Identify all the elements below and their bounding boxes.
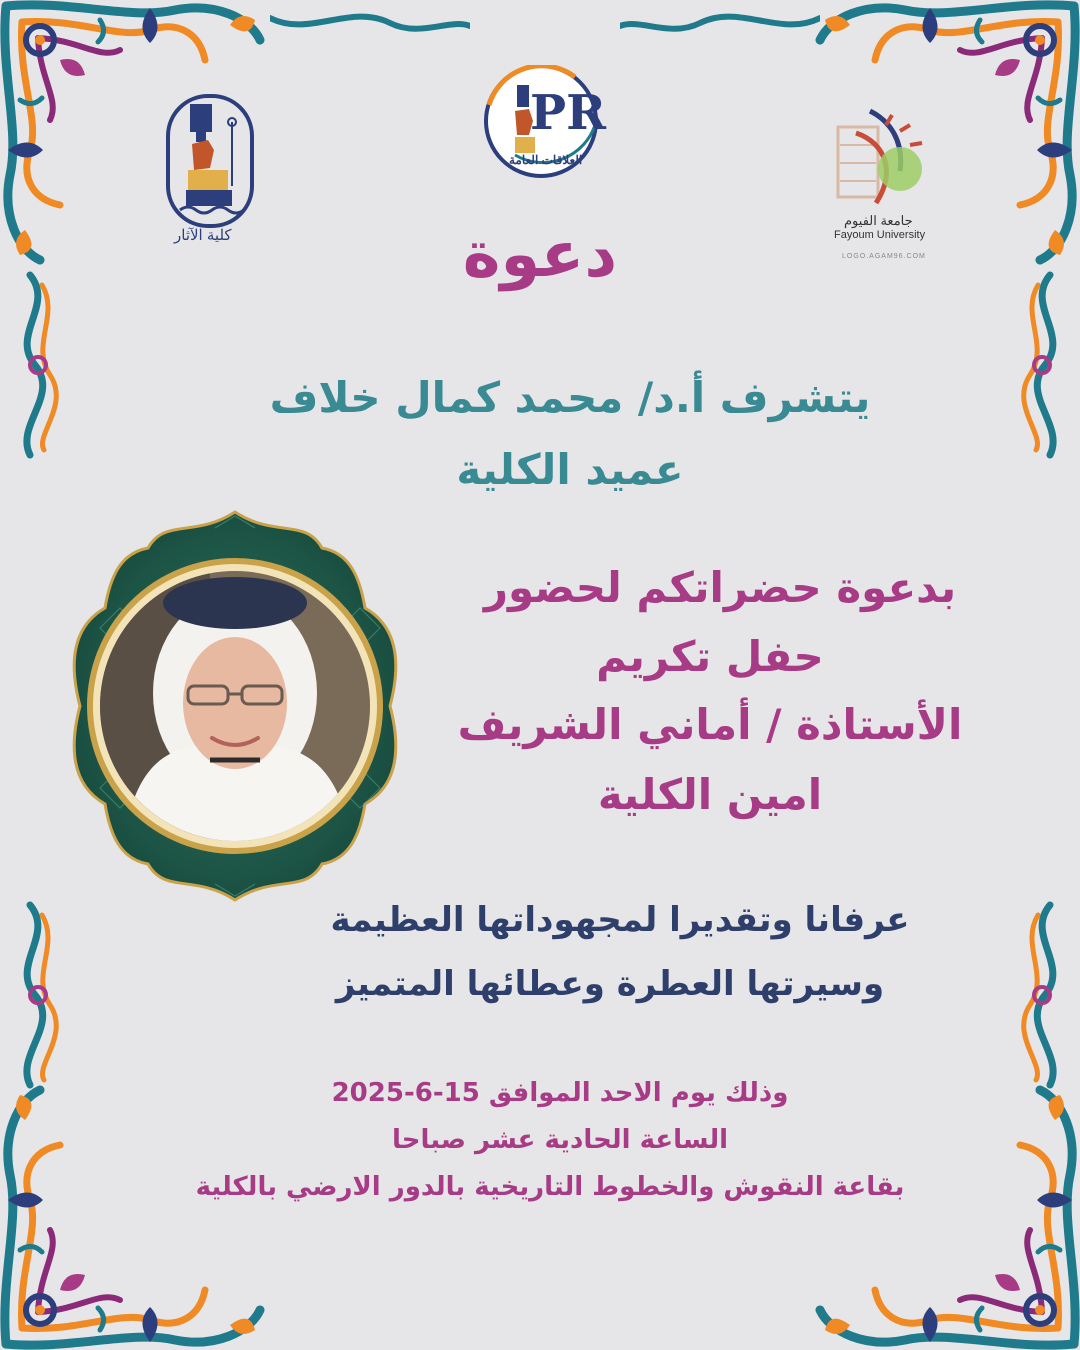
- archaeology-faculty-cartouche-icon: [160, 92, 260, 242]
- pr-logo-caption: العلاقات العامة: [509, 153, 583, 167]
- invitation-title: دعوة: [462, 218, 618, 292]
- fayoum-logo-caption-en: Fayoum University: [834, 229, 926, 241]
- ornament-left-lower: [10, 900, 60, 1100]
- faculty-of-archaeology-logo: [160, 92, 260, 262]
- honoree-title: امين الكلية: [597, 770, 823, 819]
- event-location: بقاعة النقوش والخطوط التاريخية بالدور الارضي بالكلية: [195, 1172, 905, 1202]
- ornament-bottom-right: [800, 1070, 1080, 1350]
- ornament-right-upper: [1020, 270, 1070, 470]
- ornament-left-upper: [10, 270, 60, 470]
- invitation-line-2: حفل تكريم: [596, 632, 824, 681]
- fayoum-university-icon: [826, 105, 936, 215]
- fayoum-university-logo: [826, 105, 936, 265]
- gratitude-line-1: عرفانا وتقديرا لمجهوداتها العظيمة: [330, 900, 910, 940]
- portrait-frame: [60, 508, 410, 903]
- event-time: الساعة الحادية عشر صباحا: [391, 1125, 729, 1155]
- ornament-top-center-right: [620, 8, 820, 48]
- ornament-bottom-left: [0, 1070, 280, 1350]
- invitation-line-1: بدعوة حضراتكم لحضور: [483, 563, 957, 612]
- pr-logo-letters: PR: [530, 85, 606, 141]
- fayoum-logo-caption-ar: جامعة الفيوم: [844, 213, 913, 228]
- event-date: وذلك يوم الاحد الموافق 15-6-2025: [331, 1078, 789, 1108]
- gratitude-line-2: وسيرتها العطرة وعطائها المتميز: [335, 964, 885, 1004]
- host-name-line: يتشرف أ.د/ محمد كمال خلاف: [269, 373, 871, 422]
- ornament-right-lower: [1020, 900, 1070, 1100]
- public-relations-logo: [475, 65, 610, 185]
- logo-watermark: LOGO.AGAM96.COM: [842, 253, 926, 260]
- honoree-name: الأستاذة / أماني الشريف: [457, 700, 963, 749]
- faculty-logo-caption: كلية الآثار: [174, 227, 232, 244]
- ornament-top-center-left: [270, 8, 470, 48]
- host-title-line: عميد الكلية: [456, 445, 684, 494]
